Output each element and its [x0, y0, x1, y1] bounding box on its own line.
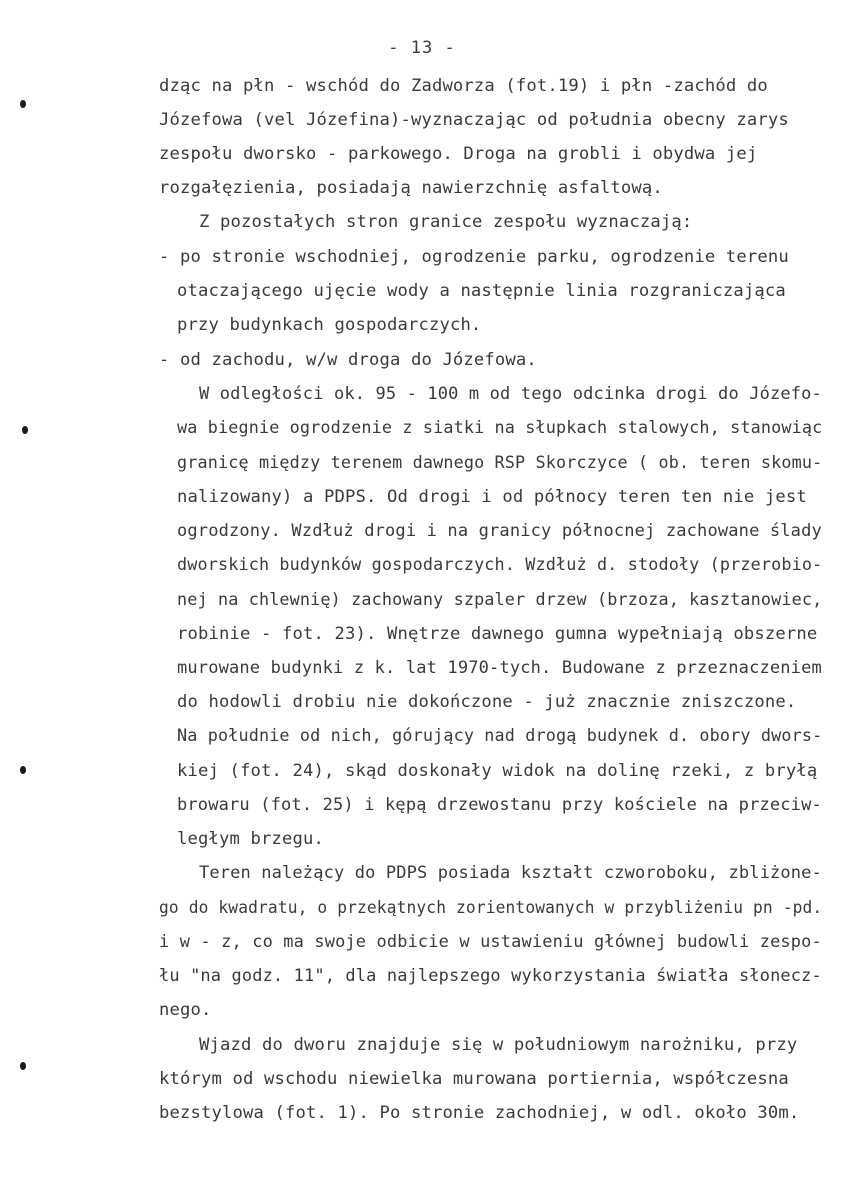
text-line: nej na chlewnię) zachowany szpaler drzew (brzoza, kasztanowiec,: [177, 590, 823, 610]
text-line: łu "na godz. 11", dla najlepszego wykorzystania światła słonecz-: [159, 966, 822, 986]
punch-hole-mark: [22, 426, 28, 434]
text-line: rozgałęzienia, posiadają nawierzchnię asfaltową.: [159, 178, 663, 198]
text-line: Józefowa (vel Józefina)-wyznaczając od południa obecny zarys: [159, 110, 789, 130]
text-line: granicę między terenem dawnego RSP Skorczyce ( ob. teren skomu-: [177, 453, 823, 473]
punch-hole-mark: [20, 766, 26, 774]
text-line: robinie - fot. 23). Wnętrze dawnego gumna wypełniają obszerne: [177, 624, 818, 644]
text-line: Teren należący do PDPS posiada kształt czworoboku, zbliżone-: [199, 863, 822, 883]
page-number: - 13 -: [388, 38, 456, 58]
list-item: - od zachodu, w/w droga do Józefowa.: [159, 350, 537, 370]
text-line: nalizowany) a PDPS. Od drogi i od północy teren ten nie jest: [177, 487, 807, 507]
text-line: nego.: [159, 1000, 212, 1020]
text-line: dząc na płn - wschód do Zadworza (fot.19) i płn -zachód do: [159, 76, 768, 96]
text-line: dworskich budynków gospodarczych. Wzdłuż d. stodoły (przerobio-: [177, 555, 823, 575]
text-line: browaru (fot. 25) i kępą drzewostanu przy kościele na przeciw-: [177, 795, 822, 815]
text-line: i w - z, co ma swoje odbicie w ustawieniu głównej budowli zespo-: [159, 932, 822, 952]
text-line: ległym brzegu.: [177, 829, 324, 849]
text-line: go do kwadratu, o przekątnych zorientowanych w przybliżeniu pn -pd.: [159, 898, 823, 918]
punch-hole-mark: [20, 100, 26, 108]
text-line: wa biegnie ogrodzenie z siatki na słupkach stalowych, stanowiąc: [177, 418, 823, 438]
text-line: Wjazd do dworu znajduje się w południowym narożniku, przy: [199, 1035, 798, 1055]
punch-hole-mark: [20, 1062, 26, 1070]
text-line: którym od wschodu niewielka murowana portiernia, współczesna: [159, 1069, 789, 1089]
text-line: przy budynkach gospodarczych.: [177, 315, 482, 335]
text-line: do hodowli drobiu nie dokończone - już znacznie zniszczone.: [177, 692, 797, 712]
text-line: W odległości ok. 95 - 100 m od tego odcinka drogi do Józefo-: [199, 384, 822, 404]
text-line: otaczającego ujęcie wody a następnie linia rozgraniczająca: [177, 281, 786, 301]
text-line: murowane budynki z k. lat 1970-tych. Budowane z przeznaczeniem: [177, 658, 822, 678]
text-line: kiej (fot. 24), skąd doskonały widok na dolinę rzeki, z bryłą: [177, 761, 818, 781]
text-line: zespołu dworsko - parkowego. Droga na grobli i obydwa jej: [159, 144, 758, 164]
text-line: ogrodzony. Wzdłuż drogi i na granicy północnej zachowane ślady: [177, 521, 822, 541]
list-item: - po stronie wschodniej, ogrodzenie parku, ogrodzenie terenu: [159, 247, 789, 267]
text-line: bezstylowa (fot. 1). Po stronie zachodniej, w odl. około 30m.: [159, 1103, 800, 1123]
text-line: Z pozostałych stron granice zespołu wyznaczają:: [199, 212, 693, 232]
text-line: Na południe od nich, górujący nad drogą budynek d. obory dwors-: [177, 726, 823, 746]
